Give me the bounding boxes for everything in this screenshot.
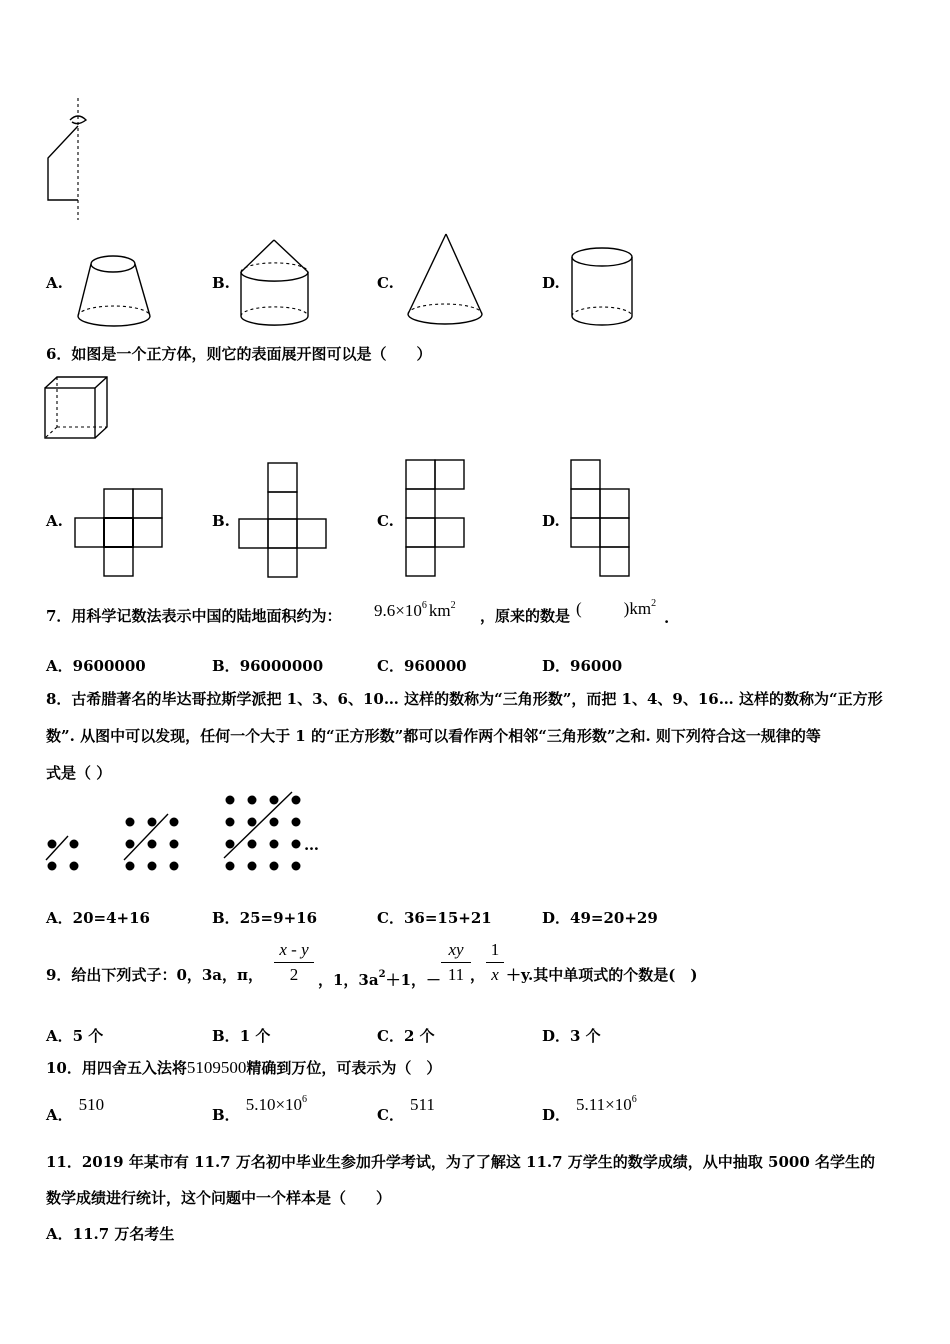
q9-fraction-1-over-x: 1 x (486, 940, 504, 985)
q5-option-b-letter[interactable]: B. (212, 274, 230, 292)
q9-option-a[interactable]: A．5 个 (46, 1027, 104, 1045)
q6-option-d-letter[interactable]: D. (542, 512, 560, 530)
q8-stem-line-2: 数”. 从图中可以发现，任何一个大于 1 的“正方形数”都可以看作两个相邻“三角形数”之和. 则下列符合这一规律的等 (46, 727, 821, 745)
q6-option-a-letter[interactable]: A. (46, 512, 63, 530)
q10-stem: 10．用四舍五入法将5109500精确到万位，可表示为（ ） (46, 1058, 442, 1077)
q9-stem-a: 9．给出下列式子：0，3a，π， (46, 966, 264, 984)
q5-option-c-cone (404, 232, 488, 330)
q5-option-a-letter[interactable]: A. (46, 274, 63, 292)
q11-stem-line-1: 11．2019 年某市有 11.7 万名初中毕业生参加升学考试，为了了解这 11.7 万学生的数学成绩，从中抽取 5000 名学生的 (46, 1153, 875, 1171)
q5-option-c-letter[interactable]: C. (377, 274, 394, 292)
q6-option-a-net (74, 488, 164, 580)
q6-stem: 6．如图是一个正方体，则它的表面展开图可以是（ ） (46, 345, 432, 363)
q10-option-a[interactable]: A．510 (46, 1095, 105, 1124)
q6-option-b-net (238, 462, 330, 580)
q5-rotation-figure (40, 98, 100, 223)
q8-dot-figure-2 (122, 814, 186, 876)
q5-option-d-letter[interactable]: D. (542, 274, 560, 292)
q11-stem-line-2: 数学成绩进行统计，这个问题中一个样本是（ ） (46, 1189, 392, 1207)
q9-stem-b: ，1，$3a^2+1$，－ (318, 969, 441, 989)
q5-option-d-cylinder (570, 246, 638, 330)
q7-area-value: $9.6\times 10^6$ $km^2$ (374, 600, 456, 620)
q7-option-a[interactable]: A．9600000 (46, 657, 146, 675)
q11-option-a[interactable]: A．11.7 万名考生 (46, 1225, 175, 1243)
q10-option-b[interactable]: B．$5.10\times 10^6$ (212, 1094, 308, 1124)
q7-option-b[interactable]: B．96000000 (212, 657, 324, 675)
q9-stem-d: ， (470, 966, 486, 984)
q5-option-b-cone-cylinder (238, 238, 314, 330)
q10-option-d[interactable]: D．$5.11\times 10^6$ (542, 1094, 637, 1124)
q6-option-d-net (570, 459, 634, 581)
q9-fraction-xy-over-11: xy 11 (441, 940, 471, 985)
q9-option-b[interactable]: B．1 个 (212, 1027, 271, 1045)
q7-stem-mid: ，原来的数是 (480, 607, 571, 625)
q8-ellipsis: … (304, 836, 319, 854)
q6-cube-figure (44, 376, 112, 440)
q7-stem-pre: 7．用科学记数法表示中国的陆地面积约为： (46, 607, 342, 625)
q9-option-c[interactable]: C．2 个 (377, 1027, 435, 1045)
q6-option-b-letter[interactable]: B. (212, 512, 230, 530)
q8-option-d[interactable]: D．49=20+29 (542, 909, 658, 927)
q8-option-c[interactable]: C．36=15+21 (377, 909, 492, 927)
q7-option-c[interactable]: C．960000 (377, 657, 467, 675)
q8-dot-figure-3 (222, 792, 312, 876)
q10-option-c[interactable]: C．511 (377, 1095, 435, 1124)
q8-option-a[interactable]: A．20=4+16 (46, 909, 150, 927)
q7-stem (46, 606, 341, 626)
q9-option-d[interactable]: D．3 个 (542, 1027, 601, 1045)
q7-option-d[interactable]: D．96000 (542, 657, 623, 675)
q8-stem-line-1: 8．古希腊著名的毕达哥拉斯学派把 1、3、6、10… 这样的数称为“三角形数”，而把 1、4、9、16… 这样的数称为“正方形 (46, 690, 883, 708)
q8-dot-figure-1 (44, 836, 88, 876)
q6-option-c-net (405, 459, 469, 581)
q8-option-b[interactable]: B．25=9+16 (212, 909, 318, 927)
q8-stem-line-3: 式是（ ） (46, 764, 112, 782)
q7-answer-blank[interactable]: ( )$km^2$ (576, 598, 657, 618)
q7-stem-end: . (664, 609, 670, 627)
q9-stem-e: ＋y.其中单项式的个数是( ) (506, 966, 698, 984)
q5-option-a-frustum (76, 254, 156, 330)
q6-option-c-letter[interactable]: C. (377, 512, 394, 530)
q9-fraction-x-minus-y-over-2: x - y 2 (274, 940, 314, 985)
